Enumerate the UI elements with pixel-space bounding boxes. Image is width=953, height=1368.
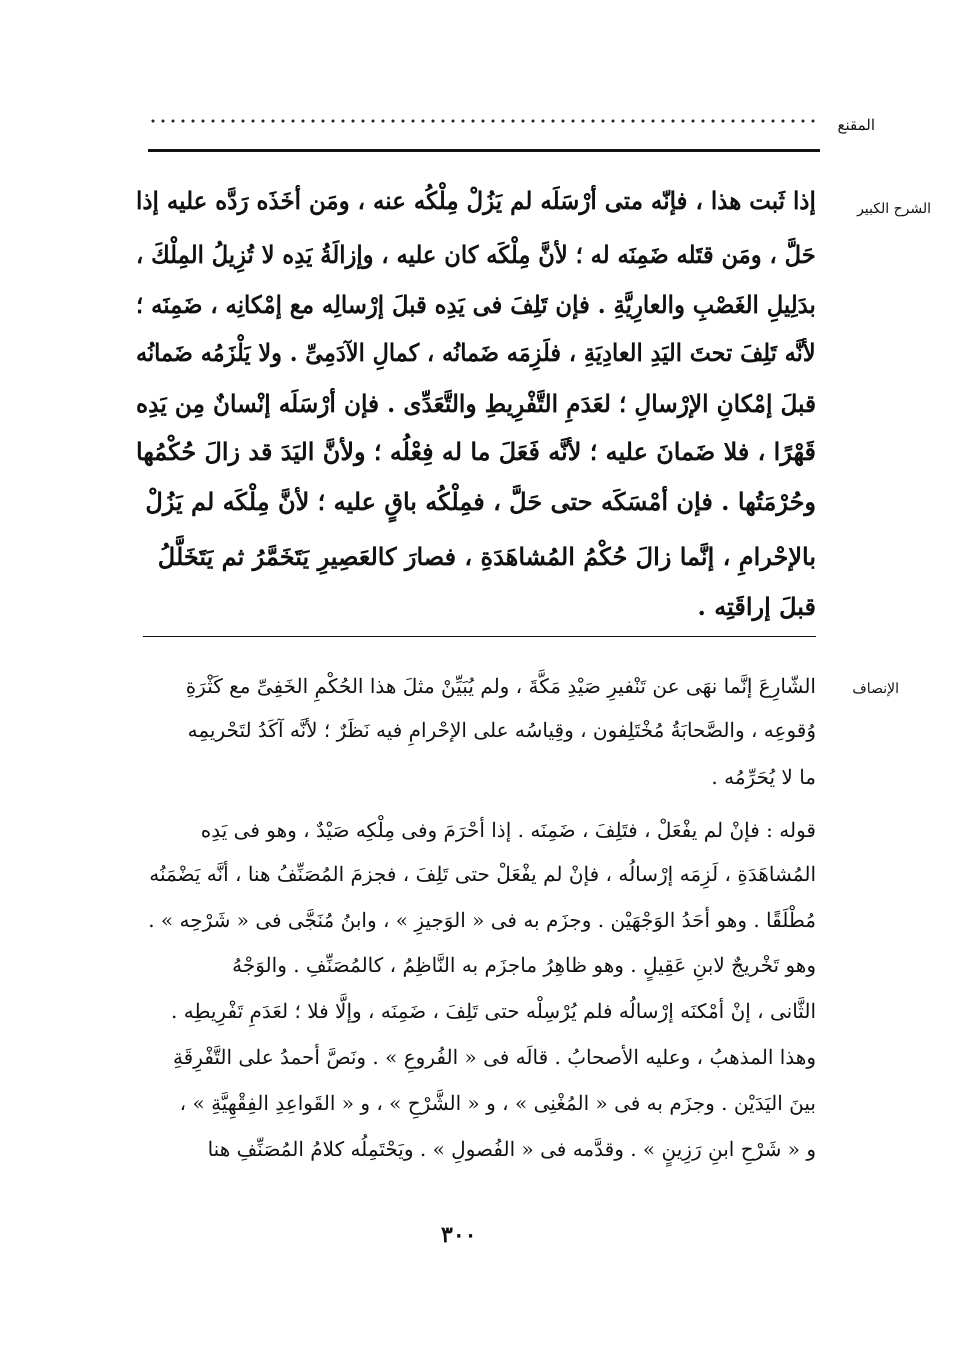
insaf-line: وُقوعِه ، والصَّحابَةُ مُخْتَلِفون ، وقِياسُه على الإحْرامِ فيه نَظَرٌ ؛ لأنَّه آكَدُ لتَحْريمِه — [187, 718, 816, 742]
sharh-line: لأنَّه تَلِفَ تحتَ اليَدِ العادِيَةِ ، فلَزِمَه ضَمانُه ، كمالِ الآدَمِىِّ . ولا يَلْزَمُه ضَمانُه — [136, 338, 816, 367]
insaf-line: وهو تَخْريجٌ لابنِ عَقِيلٍ . وهو ظاهِرُ ماجزَم به النَّاظِمُ ، كالمُصَنِّفِ . والوَجْهُ — [232, 953, 816, 977]
page-number: ٣٠٠ — [441, 1222, 477, 1248]
sharh-line: قَهْرًا ، فلا ضَمانَ عليه ؛ لأنَّه فَعَلَ ما له فِعْلُه ؛ ولأنَّ اليَدَ قد زالَ حُكْمُها — [135, 437, 816, 466]
running-head-book-title: المقنع — [837, 116, 875, 134]
insaf-line: وهذا المذهبُ ، وعليه الأصحابُ . قالَه فى « الفُروعِ » . ونَصَّ أحمدُ على التَّفْرِقَةِ — [172, 1045, 816, 1069]
header-rule — [148, 149, 820, 152]
insaf-line: المُشاهَدَةِ ، لَزِمَه إرْسالُه ، فإنْ لم يفْعَلْ حتى تَلِفَ ، فجزمَ المُصَنِّفُ هنا ، أنَّه يَضْمَنُه — [149, 862, 816, 886]
insaf-line: ما لا يُحَرِّمُه . — [711, 765, 816, 789]
sharh-line: وحُرْمَتُها . فإن أمْسَكَه حتى حَلَّ ، فمِلْكُه باقٍ عليه ؛ لأنَّ مِلْكَه لم يَزُلْ — [145, 487, 816, 516]
header-dotted-rule — [148, 118, 816, 124]
section-divider — [143, 636, 816, 637]
sharh-line: قبلَ إمْكانِ الإرْسالِ ؛ لعَدَمِ التَّفْرِيطِ والتَّعَدِّى . فإن أرْسَلَه إنْسانٌ مِن يَدِه — [135, 389, 816, 418]
insaf-line: قوله : فإنْ لم يفْعَلْ ، فتَلِفَ ، ضَمِنَه . إذا أحْرَمَ وفى مِلْكِه صَيْدٌ ، وهو فى يَدِه — [200, 818, 816, 842]
sharh-line: قبلَ إراقَتِه . — [697, 592, 816, 621]
sharh-line: بدَلِيلِ الغَصْبِ والعارِيَّةِ . فإن تَلِفَ فى يَدِه قبلَ إرْسالِه مع إمْكانِه ، ضَمِنَه ؛ — [136, 290, 816, 319]
section-label-sharh: الشرح الكبير — [857, 201, 931, 217]
insaf-line: بينَ اليَدَيْن . وجزَم به فى « المُغْنِى » ، و « الشَّرْحِ » ، و « القَواعِدِ الفِقْهِيَّةِ » ، — [179, 1091, 816, 1115]
sharh-line: بالإحْرامِ ، إنَّما زالَ حُكْمُ المُشاهَدَةِ ، فصارَ كالعَصِيرِ يَتَخَمَّرُ ثم يَتَخَلَّلُ — [157, 542, 816, 571]
section-label-insaf: الإنصاف — [852, 681, 899, 697]
sharh-line: إذا ثَبت هذا ، فإنّه متى أرْسَلَه لم يَزُلْ مِلْكُه عنه ، ومَن أخَذَه رَدَّه عليه إذا — [136, 186, 816, 215]
insaf-line: و « شَرْحِ ابنِ رَزِينٍ » . وقدَّمه فى « الفُصولِ » . ويَحْتَمِلُه كلامُ المُصَنِّفِ هنا — [207, 1137, 816, 1161]
sharh-line: حَلَّ ، ومَن قتَله ضَمِنَه له ؛ لأنَّ مِلْكَه كان عليه ، وإزالَةُ يَدِه لا تُزِيلُ المِلْكَ ، — [136, 240, 816, 269]
insaf-line: الشّارِعَ إنَّما نهَى عن تَنْفيرِ صَيْدِ مَكَّةَ ، ولم يُبَيِّنْ مثلَ هذا الحُكْمِ الخَفِىِّ مع كَثْرَةِ — [185, 674, 816, 698]
insaf-line: مُطْلَقًا . وهو أحَدُ الوَجْهَيْن . وجزَم به فى « الوَجيزِ » ، وابنُ مُنَجَّى فى « شَرْحِه » . — [148, 908, 816, 932]
insaf-line: الثَّانى ، إنْ أمْكنَه إرْسالُه فلم يُرْسِلْه حتى تَلِفَ ، ضَمِنَه ، وإلَّا فلا ؛ لعَدَمِ تَفْرِيطِه . — [171, 999, 816, 1023]
